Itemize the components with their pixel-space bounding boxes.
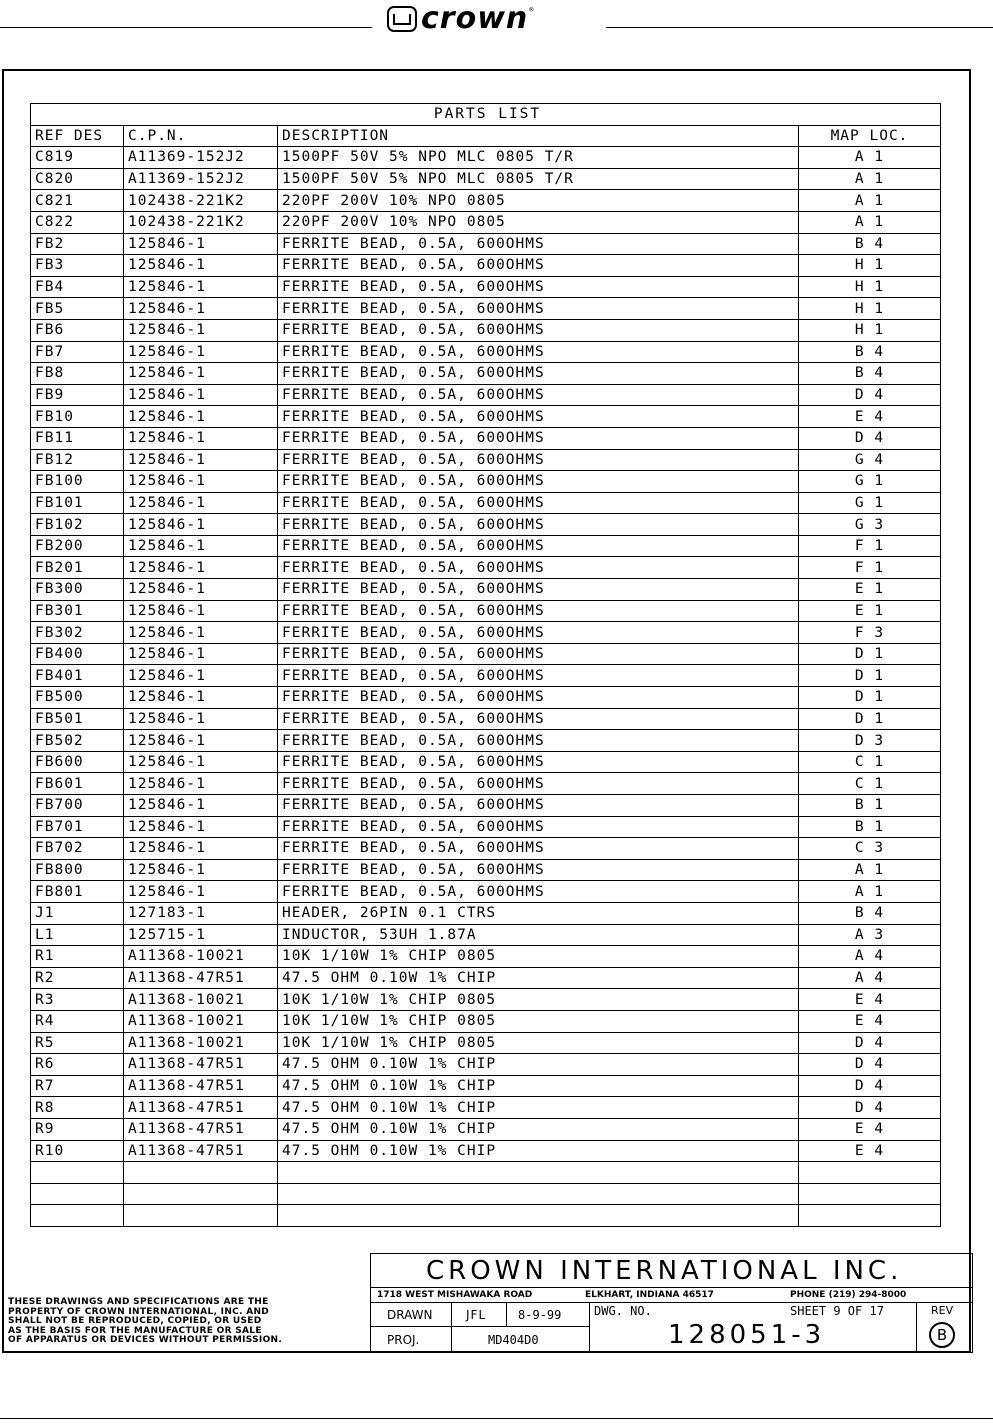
cell-description: FERRITE BEAD, 0.5A, 600OHMS	[278, 643, 799, 665]
cell-description: FERRITE BEAD, 0.5A, 600OHMS	[278, 557, 799, 579]
cell-map-loc: D 4	[799, 384, 941, 406]
registered-mark: ®	[529, 6, 534, 14]
cell-ref-des	[31, 1162, 124, 1184]
cell-map-loc: E 4	[799, 989, 941, 1011]
cell-map-loc: E 4	[799, 1118, 941, 1140]
cell-ref-des: FB300	[31, 579, 124, 601]
rev-label: REV	[931, 1304, 954, 1317]
cell-ref-des: C822	[31, 211, 124, 233]
cell-map-loc: C 3	[799, 838, 941, 860]
cell-map-loc: A 4	[799, 967, 941, 989]
cell-ref-des: L1	[31, 924, 124, 946]
cell-ref-des	[31, 1205, 124, 1227]
cell-description: 10K 1/10W 1% CHIP 0805	[278, 1010, 799, 1032]
table-row	[31, 579, 941, 601]
cell-description: 10K 1/10W 1% CHIP 0805	[278, 989, 799, 1011]
cell-cpn: 125846-1	[124, 687, 278, 709]
table-row	[31, 1054, 941, 1076]
cell-cpn: 125846-1	[124, 643, 278, 665]
cell-cpn: 125846-1	[124, 535, 278, 557]
table-row	[31, 535, 941, 557]
cell-ref-des: FB11	[31, 427, 124, 449]
cell-ref-des: R7	[31, 1075, 124, 1097]
table-row	[31, 449, 941, 471]
table-row	[31, 643, 941, 665]
cell-ref-des: FB100	[31, 471, 124, 493]
table-row	[31, 1097, 941, 1119]
cell-ref-des: FB6	[31, 319, 124, 341]
cell-description: 47.5 OHM 0.10W 1% CHIP	[278, 1140, 799, 1162]
table-row	[31, 298, 941, 320]
cell-ref-des: FB501	[31, 708, 124, 730]
cell-cpn: 125846-1	[124, 406, 278, 428]
cell-map-loc: F 1	[799, 557, 941, 579]
table-row	[31, 751, 941, 773]
table-row	[31, 233, 941, 255]
table-row	[31, 514, 941, 536]
table-title: PARTS LIST	[31, 104, 941, 126]
drawing-number: 128051-3	[668, 1320, 826, 1350]
table-row	[31, 168, 941, 190]
cell-ref-des: FB700	[31, 795, 124, 817]
cell-ref-des: FB801	[31, 881, 124, 903]
sheet-number: SHEET 9 OF 17	[790, 1304, 884, 1318]
cell-cpn	[124, 1183, 278, 1205]
cell-cpn: 125846-1	[124, 557, 278, 579]
cell-description: FERRITE BEAD, 0.5A, 600OHMS	[278, 255, 799, 277]
cell-ref-des: R3	[31, 989, 124, 1011]
cell-cpn: A11368-10021	[124, 946, 278, 968]
cell-cpn: 125846-1	[124, 622, 278, 644]
cell-map-loc: C 1	[799, 751, 941, 773]
cell-ref-des: R8	[31, 1097, 124, 1119]
proprietary-notice: THESE DRAWINGS AND SPECIFICATIONS ARE THE PROPERTY OF CROWN INTERNATIONAL, INC. AND SHALL NOT BE REPRODUCED, COPIED, OR USED AS THE BASIS FOR THE MANUFACTURE OR SALE OF APPARATUS OR DEVICES WITHOUT PERMISSION.	[8, 1297, 283, 1345]
cell-cpn: A11368-10021	[124, 989, 278, 1011]
cell-cpn: A11368-47R51	[124, 1054, 278, 1076]
cell-ref-des: FB5	[31, 298, 124, 320]
dwg-no-label: DWG. NO.	[594, 1304, 652, 1318]
cell-ref-des: FB800	[31, 859, 124, 881]
cell-ref-des: FB12	[31, 449, 124, 471]
cell-map-loc: E 4	[799, 406, 941, 428]
drawn-label: DRAWN	[387, 1308, 433, 1322]
cell-map-loc: D 4	[799, 427, 941, 449]
rev-value: B	[929, 1322, 955, 1348]
table-row	[31, 147, 941, 169]
cell-cpn: 125846-1	[124, 384, 278, 406]
cell-map-loc: D 4	[799, 1097, 941, 1119]
cell-description: FERRITE BEAD, 0.5A, 600OHMS	[278, 233, 799, 255]
cell-map-loc: B 1	[799, 795, 941, 817]
cell-cpn: 125846-1	[124, 795, 278, 817]
cell-ref-des: FB3	[31, 255, 124, 277]
cell-description: FERRITE BEAD, 0.5A, 600OHMS	[278, 427, 799, 449]
cell-map-loc: B 4	[799, 233, 941, 255]
cell-map-loc: B 1	[799, 816, 941, 838]
cell-cpn: 125846-1	[124, 751, 278, 773]
cell-ref-des: FB702	[31, 838, 124, 860]
cell-map-loc: A 1	[799, 881, 941, 903]
table-row	[31, 708, 941, 730]
cell-map-loc: E 4	[799, 1010, 941, 1032]
cell-ref-des: FB102	[31, 514, 124, 536]
cell-cpn: 102438-221K2	[124, 211, 278, 233]
cell-description: FERRITE BEAD, 0.5A, 600OHMS	[278, 859, 799, 881]
cell-cpn: 125846-1	[124, 255, 278, 277]
cell-map-loc: B 4	[799, 902, 941, 924]
table-row	[31, 773, 941, 795]
table-row	[31, 838, 941, 860]
cell-description: 220PF 200V 10% NPO 0805	[278, 211, 799, 233]
cell-cpn: A11368-47R51	[124, 1140, 278, 1162]
parts-list-table	[30, 103, 941, 1227]
cell-map-loc: E 1	[799, 579, 941, 601]
cell-cpn	[124, 1162, 278, 1184]
cell-ref-des: FB701	[31, 816, 124, 838]
table-row	[31, 1162, 941, 1184]
table-row	[31, 924, 941, 946]
table-row	[31, 1140, 941, 1162]
header-rule-left	[0, 27, 372, 28]
cell-map-loc: A 1	[799, 211, 941, 233]
table-row	[31, 816, 941, 838]
cell-ref-des: FB10	[31, 406, 124, 428]
cell-cpn: 125846-1	[124, 233, 278, 255]
cell-description: FERRITE BEAD, 0.5A, 600OHMS	[278, 319, 799, 341]
cell-ref-des: FB7	[31, 341, 124, 363]
table-row	[31, 1118, 941, 1140]
cell-ref-des: R5	[31, 1032, 124, 1054]
cell-cpn: A11368-47R51	[124, 1097, 278, 1119]
cell-ref-des: C821	[31, 190, 124, 212]
cell-ref-des: FB401	[31, 665, 124, 687]
cell-description: FERRITE BEAD, 0.5A, 600OHMS	[278, 730, 799, 752]
cell-ref-des: R9	[31, 1118, 124, 1140]
cell-cpn: A11368-10021	[124, 1010, 278, 1032]
cell-cpn: 125846-1	[124, 471, 278, 493]
cell-map-loc: F 1	[799, 535, 941, 557]
cell-cpn: A11369-152J2	[124, 147, 278, 169]
crown-icon	[387, 6, 417, 32]
cell-map-loc: A 1	[799, 147, 941, 169]
cell-map-loc: A 1	[799, 190, 941, 212]
cell-cpn: A11368-47R51	[124, 1075, 278, 1097]
proj-label: PROJ.	[387, 1333, 420, 1347]
cell-description: FERRITE BEAD, 0.5A, 600OHMS	[278, 406, 799, 428]
table-row	[31, 557, 941, 579]
cell-cpn: 125846-1	[124, 319, 278, 341]
cell-cpn: 125846-1	[124, 730, 278, 752]
table-row	[31, 859, 941, 881]
cell-description: FERRITE BEAD, 0.5A, 600OHMS	[278, 773, 799, 795]
cell-cpn: A11369-152J2	[124, 168, 278, 190]
cell-ref-des: FB301	[31, 600, 124, 622]
cell-description: 47.5 OHM 0.10W 1% CHIP	[278, 1075, 799, 1097]
cell-cpn: 125846-1	[124, 665, 278, 687]
proj-value: MD404D0	[488, 1333, 539, 1347]
cell-description: FERRITE BEAD, 0.5A, 600OHMS	[278, 751, 799, 773]
cell-map-loc: E 4	[799, 1140, 941, 1162]
cell-description: FERRITE BEAD, 0.5A, 600OHMS	[278, 622, 799, 644]
cell-cpn: 125846-1	[124, 427, 278, 449]
cell-map-loc: B 4	[799, 341, 941, 363]
cell-map-loc: H 1	[799, 255, 941, 277]
cell-map-loc: G 4	[799, 449, 941, 471]
cell-description: 1500PF 50V 5% NPO MLC 0805 T/R	[278, 147, 799, 169]
cell-cpn: 125846-1	[124, 816, 278, 838]
cell-map-loc	[799, 1162, 941, 1184]
cell-ref-des: FB9	[31, 384, 124, 406]
cell-cpn: 102438-221K2	[124, 190, 278, 212]
cell-cpn: 125846-1	[124, 859, 278, 881]
cell-map-loc: D 1	[799, 687, 941, 709]
cell-map-loc: H 1	[799, 298, 941, 320]
cell-cpn: 125846-1	[124, 881, 278, 903]
cell-description: 1500PF 50V 5% NPO MLC 0805 T/R	[278, 168, 799, 190]
col-header-map-loc: MAP LOC.	[799, 125, 941, 147]
cell-description: FERRITE BEAD, 0.5A, 600OHMS	[278, 276, 799, 298]
cell-description	[278, 1205, 799, 1227]
cell-ref-des: FB600	[31, 751, 124, 773]
cell-ref-des: FB8	[31, 363, 124, 385]
table-row	[31, 730, 941, 752]
table-row	[31, 471, 941, 493]
cell-cpn: 125846-1	[124, 600, 278, 622]
cell-description: 47.5 OHM 0.10W 1% CHIP	[278, 1118, 799, 1140]
footer-rule	[0, 1418, 993, 1419]
cell-description: FERRITE BEAD, 0.5A, 600OHMS	[278, 708, 799, 730]
cell-map-loc: D 4	[799, 1075, 941, 1097]
cell-description: HEADER, 26PIN 0.1 CTRS	[278, 902, 799, 924]
company-name: CROWN INTERNATIONAL INC.	[426, 1256, 903, 1286]
cell-description: FERRITE BEAD, 0.5A, 600OHMS	[278, 795, 799, 817]
cell-description: 47.5 OHM 0.10W 1% CHIP	[278, 967, 799, 989]
cell-ref-des: FB2	[31, 233, 124, 255]
cell-ref-des: FB502	[31, 730, 124, 752]
cell-ref-des: C819	[31, 147, 124, 169]
cell-description: INDUCTOR, 53UH 1.87A	[278, 924, 799, 946]
cell-map-loc: A 1	[799, 168, 941, 190]
table-row	[31, 384, 941, 406]
cell-map-loc: G 1	[799, 492, 941, 514]
brand-name: crown	[421, 1, 529, 36]
cell-ref-des: FB4	[31, 276, 124, 298]
cell-map-loc: C 1	[799, 773, 941, 795]
table-row	[31, 1183, 941, 1205]
cell-description: 10K 1/10W 1% CHIP 0805	[278, 1032, 799, 1054]
cell-ref-des: R10	[31, 1140, 124, 1162]
table-row	[31, 1075, 941, 1097]
cell-map-loc: E 1	[799, 600, 941, 622]
cell-ref-des: R1	[31, 946, 124, 968]
cell-ref-des: FB601	[31, 773, 124, 795]
cell-cpn: 125846-1	[124, 514, 278, 536]
table-row	[31, 211, 941, 233]
table-row	[31, 600, 941, 622]
cell-description: FERRITE BEAD, 0.5A, 600OHMS	[278, 514, 799, 536]
cell-map-loc	[799, 1205, 941, 1227]
cell-cpn	[124, 1205, 278, 1227]
cell-description: FERRITE BEAD, 0.5A, 600OHMS	[278, 838, 799, 860]
col-header-description: DESCRIPTION	[278, 125, 799, 147]
cell-ref-des: FB200	[31, 535, 124, 557]
cell-ref-des: R2	[31, 967, 124, 989]
cell-description: FERRITE BEAD, 0.5A, 600OHMS	[278, 363, 799, 385]
cell-description: 220PF 200V 10% NPO 0805	[278, 190, 799, 212]
table-row	[31, 319, 941, 341]
cell-ref-des: J1	[31, 902, 124, 924]
table-row	[31, 622, 941, 644]
cell-map-loc: D 1	[799, 708, 941, 730]
cell-map-loc: D 4	[799, 1054, 941, 1076]
cell-cpn: 125846-1	[124, 298, 278, 320]
header-rule-right	[606, 27, 993, 28]
table-row	[31, 989, 941, 1011]
cell-map-loc: F 3	[799, 622, 941, 644]
cell-map-loc: G 3	[799, 514, 941, 536]
cell-description: FERRITE BEAD, 0.5A, 600OHMS	[278, 298, 799, 320]
cell-description: FERRITE BEAD, 0.5A, 600OHMS	[278, 384, 799, 406]
cell-cpn: A11368-47R51	[124, 967, 278, 989]
cell-description	[278, 1162, 799, 1184]
cell-map-loc: G 1	[799, 471, 941, 493]
table-row	[31, 967, 941, 989]
table-row	[31, 427, 941, 449]
cell-map-loc: A 1	[799, 859, 941, 881]
cell-ref-des: R4	[31, 1010, 124, 1032]
cell-description: FERRITE BEAD, 0.5A, 600OHMS	[278, 881, 799, 903]
cell-ref-des: FB302	[31, 622, 124, 644]
table-row	[31, 363, 941, 385]
table-row	[31, 902, 941, 924]
table-row	[31, 276, 941, 298]
cell-map-loc	[799, 1183, 941, 1205]
table-row	[31, 406, 941, 428]
cell-map-loc: H 1	[799, 276, 941, 298]
cell-cpn: 125846-1	[124, 449, 278, 471]
cell-map-loc: D 3	[799, 730, 941, 752]
cell-map-loc: D 1	[799, 665, 941, 687]
table-row	[31, 665, 941, 687]
cell-ref-des	[31, 1183, 124, 1205]
cell-cpn: 125846-1	[124, 708, 278, 730]
table-row	[31, 1205, 941, 1227]
cell-description: 47.5 OHM 0.10W 1% CHIP	[278, 1097, 799, 1119]
cell-cpn: 125846-1	[124, 363, 278, 385]
cell-ref-des: R6	[31, 1054, 124, 1076]
cell-cpn: 125715-1	[124, 924, 278, 946]
cell-cpn: 125846-1	[124, 492, 278, 514]
cell-ref-des: FB400	[31, 643, 124, 665]
table-row	[31, 190, 941, 212]
cell-description: 10K 1/10W 1% CHIP 0805	[278, 946, 799, 968]
col-header-cpn: C.P.N.	[124, 125, 278, 147]
table-row	[31, 795, 941, 817]
cell-description: FERRITE BEAD, 0.5A, 600OHMS	[278, 449, 799, 471]
cell-map-loc: H 1	[799, 319, 941, 341]
cell-description: FERRITE BEAD, 0.5A, 600OHMS	[278, 687, 799, 709]
drawn-date: 8-9-99	[518, 1308, 562, 1322]
cell-description: FERRITE BEAD, 0.5A, 600OHMS	[278, 816, 799, 838]
cell-cpn: 127183-1	[124, 902, 278, 924]
table-row	[31, 1010, 941, 1032]
col-header-ref-des: REF DES	[31, 125, 124, 147]
cell-description: FERRITE BEAD, 0.5A, 600OHMS	[278, 665, 799, 687]
company-city: ELKHART, INDIANA 46517	[585, 1290, 714, 1300]
cell-ref-des: FB500	[31, 687, 124, 709]
cell-ref-des: FB201	[31, 557, 124, 579]
cell-description: FERRITE BEAD, 0.5A, 600OHMS	[278, 579, 799, 601]
cell-map-loc: A 3	[799, 924, 941, 946]
cell-cpn: 125846-1	[124, 276, 278, 298]
cell-description: FERRITE BEAD, 0.5A, 600OHMS	[278, 471, 799, 493]
table-row	[31, 687, 941, 709]
cell-description: 47.5 OHM 0.10W 1% CHIP	[278, 1054, 799, 1076]
table-row	[31, 492, 941, 514]
cell-map-loc: D 4	[799, 1032, 941, 1054]
cell-description: FERRITE BEAD, 0.5A, 600OHMS	[278, 341, 799, 363]
company-address: 1718 WEST MISHAWAKA ROAD	[377, 1290, 533, 1300]
crown-logo	[387, 1, 534, 36]
cell-cpn: 125846-1	[124, 838, 278, 860]
table-row	[31, 881, 941, 903]
drawn-by: JFL	[466, 1308, 487, 1322]
cell-ref-des: C820	[31, 168, 124, 190]
table-row	[31, 255, 941, 277]
company-phone: PHONE (219) 294-8000	[790, 1290, 907, 1300]
cell-map-loc: A 4	[799, 946, 941, 968]
cell-cpn: 125846-1	[124, 579, 278, 601]
cell-cpn: 125846-1	[124, 773, 278, 795]
cell-ref-des: FB101	[31, 492, 124, 514]
table-row	[31, 946, 941, 968]
cell-description: FERRITE BEAD, 0.5A, 600OHMS	[278, 600, 799, 622]
cell-map-loc: B 4	[799, 363, 941, 385]
cell-cpn: 125846-1	[124, 341, 278, 363]
cell-map-loc: D 1	[799, 643, 941, 665]
table-row	[31, 1032, 941, 1054]
cell-cpn: A11368-47R51	[124, 1118, 278, 1140]
cell-description: FERRITE BEAD, 0.5A, 600OHMS	[278, 492, 799, 514]
cell-cpn: A11368-10021	[124, 1032, 278, 1054]
cell-description: FERRITE BEAD, 0.5A, 600OHMS	[278, 535, 799, 557]
table-row	[31, 341, 941, 363]
cell-description	[278, 1183, 799, 1205]
